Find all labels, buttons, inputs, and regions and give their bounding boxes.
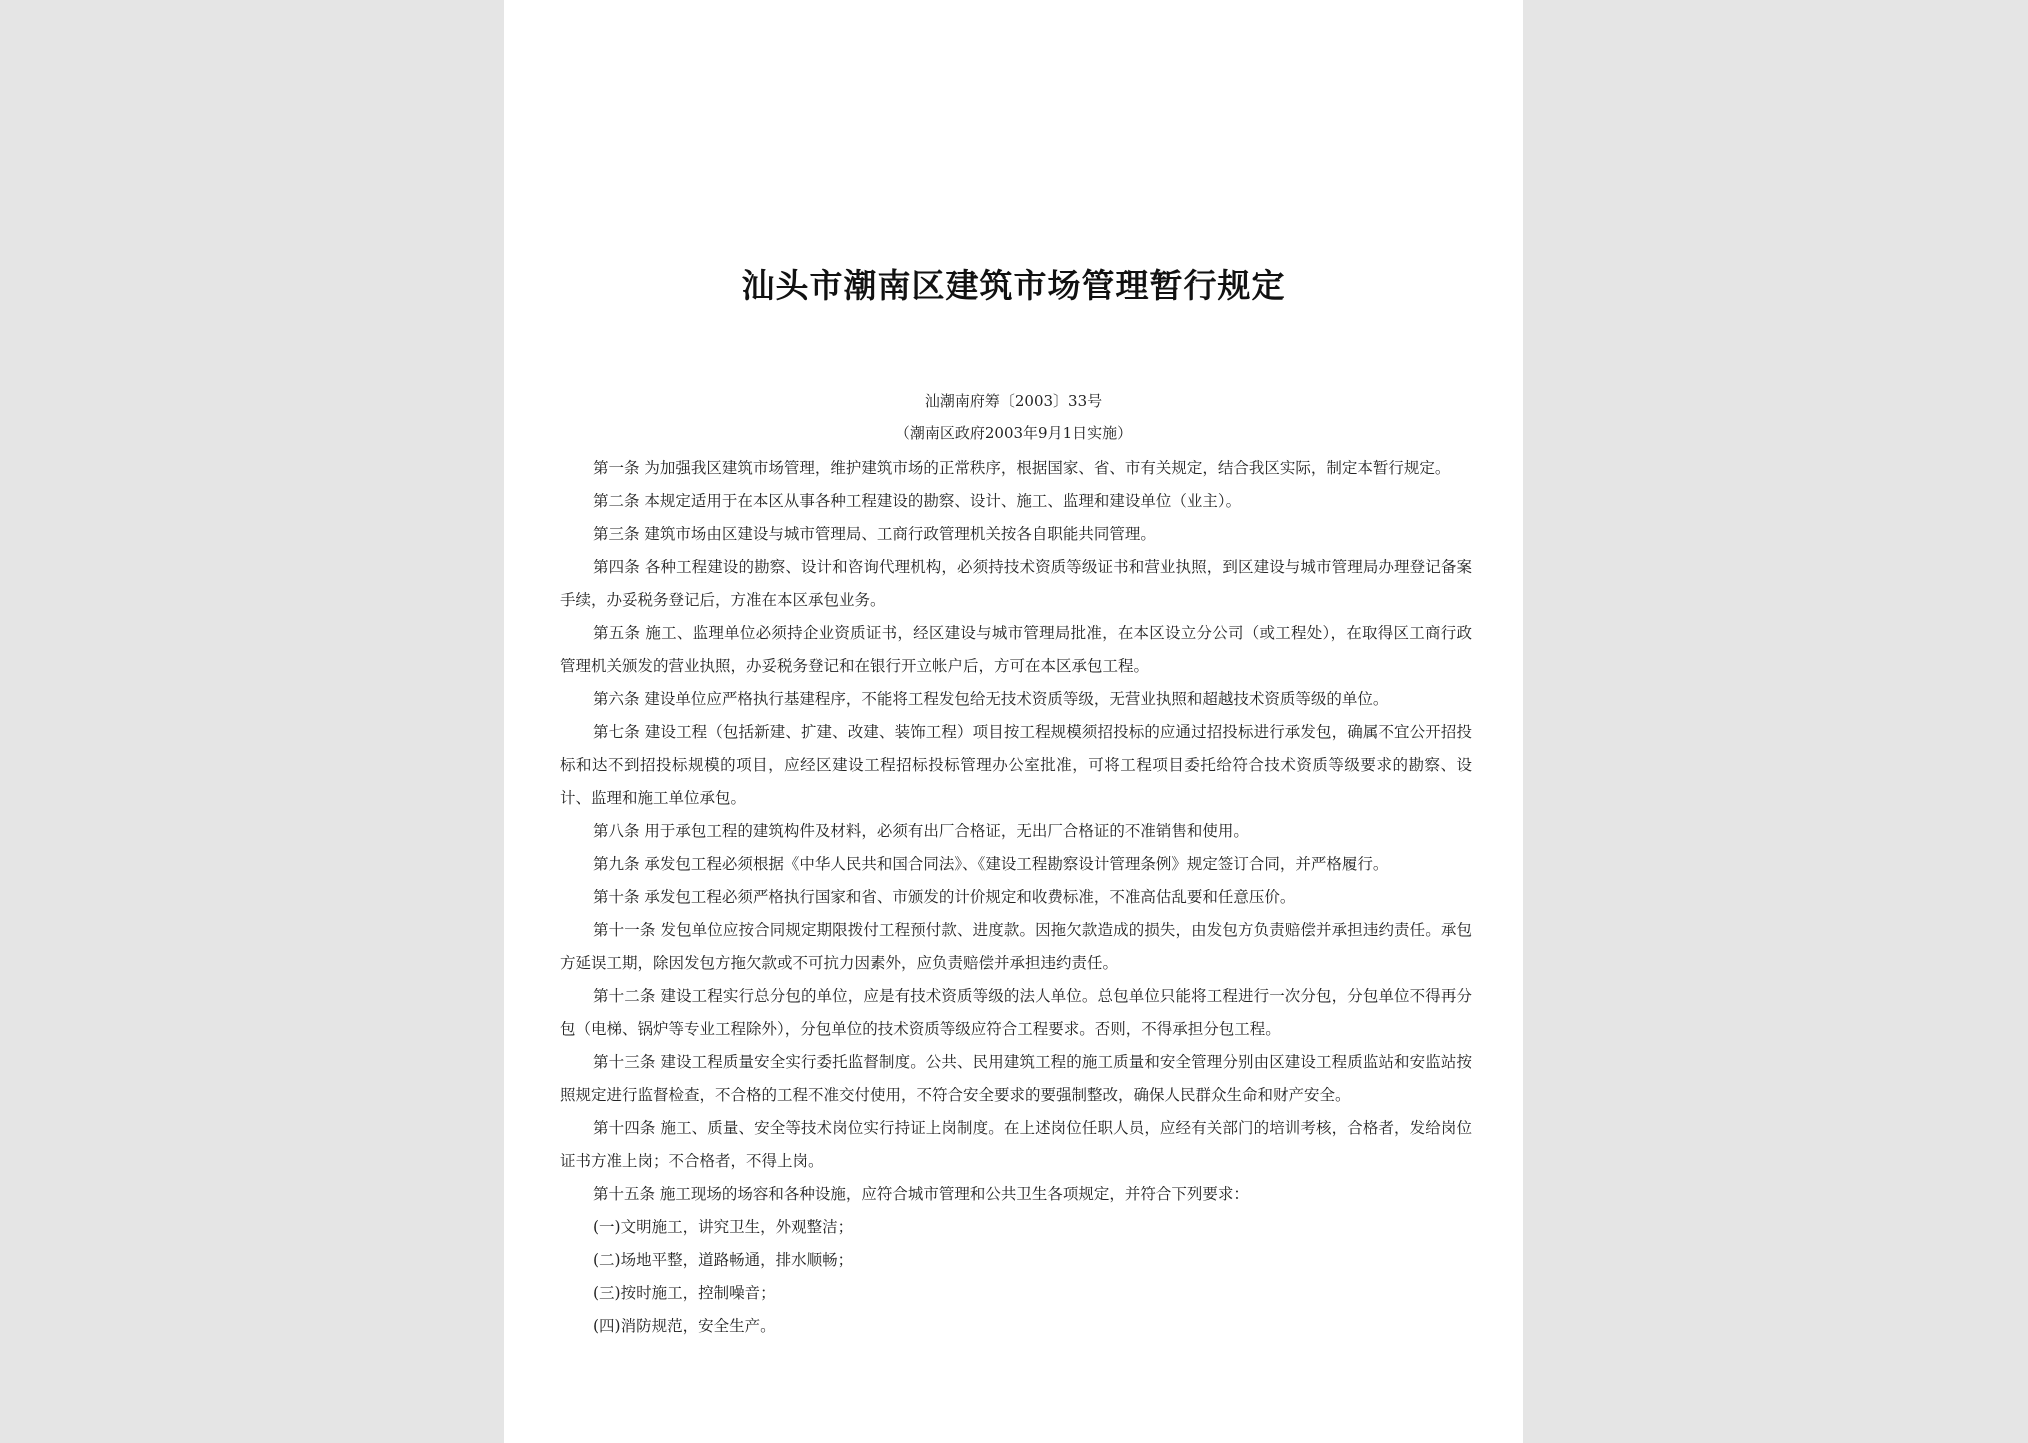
article-paragraph: 第十一条 发包单位应按合同规定期限拨付工程预付款、进度款。因拖欠款造成的损失，由发包方负责赔偿并承担违约责任。承包方延误工期，除因发包方拖欠款或不可抗力因素外，应负责赔偿并承担违约责任。 bbox=[560, 921, 1472, 972]
article-paragraph: 第十二条 建设工程实行总分包的单位，应是有技术资质等级的法人单位。总包单位只能将工程进行一次分包，分包单位不得再分包（电梯、锅炉等专业工程除外），分包单位的技术资质等级应符合工程要求。否则，不得承担分包工程。 bbox=[560, 987, 1472, 1038]
article-paragraph: 第二条 本规定适用于在本区从事各种工程建设的勘察、设计、施工、监理和建设单位（业主）。 bbox=[593, 492, 1242, 510]
article-paragraph: 第六条 建设单位应严格执行基建程序，不能将工程发包给无技术资质等级，无营业执照和超越技术资质等级的单位。 bbox=[593, 690, 1389, 708]
article-paragraph: 第十条 承发包工程必须严格执行国家和省、市颁发的计价规定和收费标准，不准高估乱要和任意压价。 bbox=[593, 888, 1296, 906]
article-paragraph: 第十五条 施工现场的场容和各种设施，应符合城市管理和公共卫生各项规定，并符合下列要求： bbox=[593, 1185, 1249, 1203]
article-paragraph: 第十三条 建设工程质量安全实行委托监督制度。公共、民用建筑工程的施工质量和安全管理分别由区建设工程质监站和安监站按照规定进行监督检查，不合格的工程不准交付使用，不符合安全要求的要强制整改，确保人民群众生命和财产安全。 bbox=[560, 1053, 1472, 1104]
document-body bbox=[560, 452, 1472, 1343]
effective-date: （潮南区政府2003年9月1日实施） bbox=[894, 424, 1133, 442]
article-paragraph: 第九条 承发包工程必须根据《中华人民共和国合同法》、《建设工程勘察设计管理条例》规定签订合同，并严格履行。 bbox=[593, 855, 1389, 873]
document-title: 汕头市潮南区建筑市场管理暂行规定 bbox=[741, 266, 1286, 305]
article-paragraph: 第三条 建筑市场由区建设与城市管理局、工商行政管理机关按各自职能共同管理。 bbox=[593, 525, 1156, 543]
list-item: (三)按时施工，控制噪音； bbox=[593, 1284, 776, 1302]
list-item: (四)消防规范，安全生产。 bbox=[593, 1317, 776, 1335]
document-number: 汕潮南府筹〔2003〕33号 bbox=[924, 392, 1103, 410]
list-item: (一)文明施工，讲究卫生，外观整洁； bbox=[593, 1218, 854, 1236]
article-paragraph: 第一条 为加强我区建筑市场管理，维护建筑市场的正常秩序，根据国家、省、市有关规定，结合我区实际，制定本暂行规定。 bbox=[593, 459, 1451, 477]
article-paragraph: 第七条 建设工程（包括新建、扩建、改建、装饰工程）项目按工程规模须招投标的应通过招投标进行承发包，确属不宜公开招投标和达不到招投标规模的项目，应经区建设工程招标投标管理办公室批准，可将工程项目委托给符合技术资质等级要求的勘察、设计、监理和施工单位承包。 bbox=[560, 723, 1472, 807]
article-paragraph: 第五条 施工、监理单位必须持企业资质证书，经区建设与城市管理局批准，在本区设立分公司（或工程处），在取得区工商行政管理机关颁发的营业执照，办妥税务登记和在银行开立帐户后，方可在本区承包工程。 bbox=[560, 624, 1472, 675]
article-paragraph: 第十四条 施工、质量、安全等技术岗位实行持证上岗制度。在上述岗位任职人员，应经有关部门的培训考核，合格者，发给岗位证书方准上岗；不合格者，不得上岗。 bbox=[560, 1119, 1472, 1170]
article-paragraph: 第八条 用于承包工程的建筑构件及材料，必须有出厂合格证，无出厂合格证的不准销售和使用。 bbox=[593, 822, 1249, 840]
document-page bbox=[504, 0, 1523, 1443]
list-item: (二)场地平整，道路畅通，排水顺畅； bbox=[593, 1251, 854, 1269]
article-paragraph: 第四条 各种工程建设的勘察、设计和咨询代理机构，必须持技术资质等级证书和营业执照，到区建设与城市管理局办理登记备案手续，办妥税务登记后，方准在本区承包业务。 bbox=[560, 558, 1472, 609]
